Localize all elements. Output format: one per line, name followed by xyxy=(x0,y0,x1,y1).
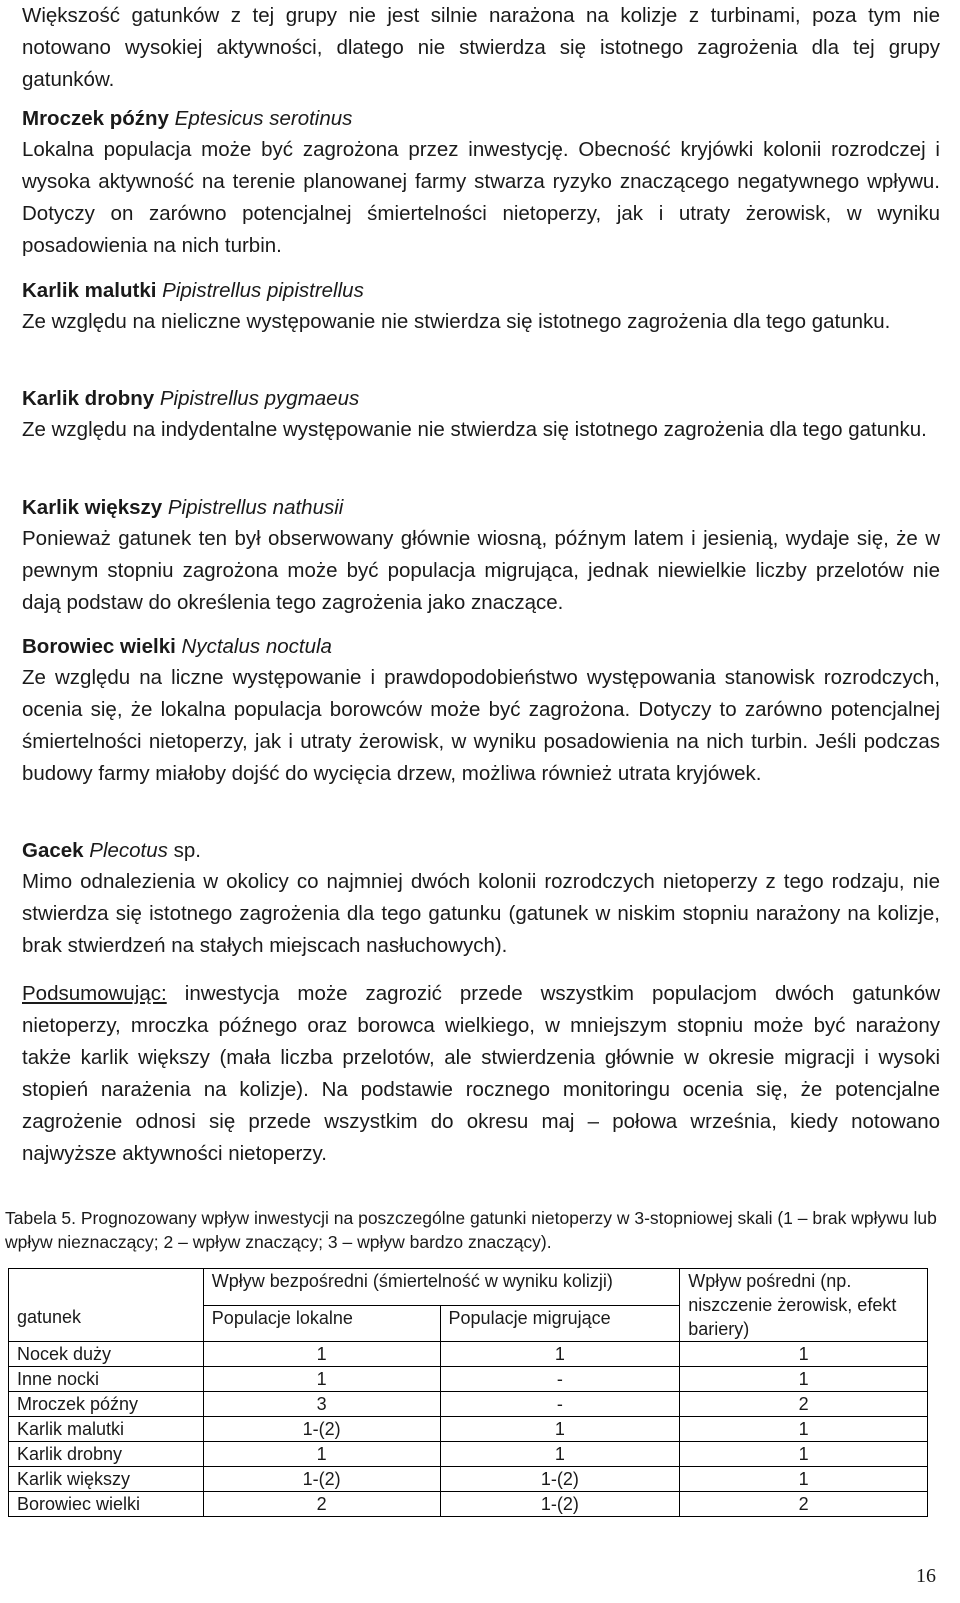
migrating-value-cell: 1 xyxy=(440,1417,680,1442)
species-name: Mroczek późny xyxy=(22,107,169,130)
indirect-value-cell: 1 xyxy=(680,1442,928,1467)
migrating-value-cell: 1 xyxy=(440,1442,680,1467)
species-latin: Pipistrellus nathusii xyxy=(167,496,344,519)
section-karlik-malutki xyxy=(22,276,940,338)
section-heading xyxy=(22,384,940,414)
indirect-value-cell: 1 xyxy=(680,1467,928,1492)
header-local-populations: Populacje lokalne xyxy=(203,1305,440,1342)
species-latin: Pipistrellus pygmaeus xyxy=(159,387,360,410)
summary-paragraph xyxy=(22,978,940,1170)
section-heading xyxy=(22,836,940,866)
table-row xyxy=(9,1442,928,1467)
section-heading xyxy=(22,276,940,306)
species-latin: Pipistrellus pipistrellus xyxy=(162,279,364,302)
section-text: Ze względu na indydentalne występowanie nie stwierdza się istotnego zagrożenia dla tego gatunku. xyxy=(22,418,927,441)
species-latin: Plecotus xyxy=(89,839,168,862)
local-value-cell: 1 xyxy=(203,1367,440,1392)
species-cell: Karlik większy xyxy=(9,1467,204,1492)
table-header-row xyxy=(9,1269,928,1306)
table-row xyxy=(9,1417,928,1442)
local-value-cell: 2 xyxy=(203,1492,440,1517)
section-text: Lokalna populacja może być zagrożona przez inwestycję. Obecność kryjówki kolonii rozrodczej i wysoka aktywność na terenie planowanej farmy stwarza ryzyko znaczącego negatywnego wpływu. Dotyczy on zarówno potencjalnej śmiertelności nietoperzy, jak i utraty żerowisk, w wyniku posadowienia na nich turbin. xyxy=(22,138,940,257)
species-cell: Karlik drobny xyxy=(9,1442,204,1467)
species-cell: Borowiec wielki xyxy=(9,1492,204,1517)
indirect-value-cell: 1 xyxy=(680,1417,928,1442)
table-caption: Tabela 5. Prognozowany wpływ inwestycji na poszczególne gatunki nietoperzy w 3-stopniowej skali (1 – brak wpływu lub wpływ nieznaczący; 2 – wpływ znaczący; 3 – wpływ bardzo znaczący). xyxy=(5,1208,937,1252)
indirect-value-cell: 1 xyxy=(680,1367,928,1392)
migrating-value-cell: - xyxy=(440,1367,680,1392)
local-value-cell: 1 xyxy=(203,1342,440,1367)
species-suffix: sp. xyxy=(167,839,201,862)
species-name: Karlik większy xyxy=(22,496,163,519)
section-heading xyxy=(22,493,940,523)
section-text: Mimo odnalezienia w okolicy co najmniej dwóch kolonii rozrodczych nietoperzy z tego rodzaju, nie stwierdza się istotnego zagrożenia dla tego gatunku (gatunek w niskim stopniu narażony na kolizje, brak stwierdzeń na stałych miejscach nasłuchowych). xyxy=(22,870,940,957)
header-species: gatunek xyxy=(9,1305,204,1342)
species-latin: Eptesicus serotinus xyxy=(174,107,353,130)
table-row xyxy=(9,1467,928,1492)
species-cell: Inne nocki xyxy=(9,1367,204,1392)
table-row xyxy=(9,1342,928,1367)
species-cell: Nocek duży xyxy=(9,1342,204,1367)
local-value-cell: 1 xyxy=(203,1442,440,1467)
species-cell: Karlik malutki xyxy=(9,1417,204,1442)
migrating-value-cell: 1-(2) xyxy=(440,1492,680,1517)
summary-label: Podsumowując: xyxy=(22,982,167,1005)
summary-text xyxy=(22,978,940,1170)
table-row xyxy=(9,1492,928,1517)
section-gacek xyxy=(22,836,940,962)
impact-table xyxy=(8,1268,928,1517)
species-name: Borowiec wielki xyxy=(22,635,176,658)
local-value-cell: 1-(2) xyxy=(203,1467,440,1492)
migrating-value-cell: - xyxy=(440,1392,680,1417)
local-value-cell: 3 xyxy=(203,1392,440,1417)
page-number: 16 xyxy=(916,1565,936,1587)
species-latin: Nyctalus noctula xyxy=(181,635,332,658)
section-karlik-drobny xyxy=(22,384,940,446)
section-text: Ze względu na nieliczne występowanie nie stwierdza się istotnego zagrożenia dla tego gatunku. xyxy=(22,310,891,333)
species-name: Gacek xyxy=(22,839,84,862)
section-karlik-wiekszy xyxy=(22,493,940,619)
intro-paragraph xyxy=(22,0,940,96)
summary-body: inwestycja może zagrozić przede wszystkim populacjom dwóch gatunków nietoperzy, mroczka późnego oraz borowca wielkiego, w mniejszym stopniu może być narażony także karlik większy (mała liczba przelotów, ale stwierdzenia głównie w okresie migracji i wysoki stopień narażenia na kolizje). Na podstawie rocznego monitoringu ocenia się, że potencjalne zagrożenie odnosi się przede wszystkim do okresu maj – połowa września, kiedy notowano najwyższe aktywności nietoperzy. xyxy=(22,982,940,1165)
table-row xyxy=(9,1367,928,1392)
species-name: Karlik malutki xyxy=(22,279,157,302)
header-migrating-populations: Populacje migrujące xyxy=(440,1305,680,1342)
section-borowiec-wielki xyxy=(22,632,940,790)
indirect-value-cell: 2 xyxy=(680,1392,928,1417)
table-row xyxy=(9,1392,928,1417)
indirect-value-cell: 1 xyxy=(680,1342,928,1367)
species-name: Karlik drobny xyxy=(22,387,155,410)
intro-text: Większość gatunków z tej grupy nie jest silnie narażona na kolizje z turbinami, poza tym nie notowano wysokiej aktywności, dlatego nie stwierdza się istotnego zagrożenia dla tej grupy gatunków. xyxy=(22,4,940,91)
header-indirect-impact: Wpływ pośredni (np. niszczenie żerowisk, efekt bariery) xyxy=(680,1269,928,1342)
section-text: Ponieważ gatunek ten był obserwowany głównie wiosną, późnym latem i jesienią, wydaje się, że w pewnym stopniu zagrożona może być populacja migrująca, jednak niewielkie liczby przelotów nie dają podstaw do określenia tego zagrożenia jako znaczące. xyxy=(22,527,940,614)
indirect-value-cell: 2 xyxy=(680,1492,928,1517)
migrating-value-cell: 1 xyxy=(440,1342,680,1367)
section-heading xyxy=(22,632,940,662)
section-text: Ze względu na liczne występowanie i prawdopodobieństwo występowania stanowisk rozrodczych, ocenia się, że lokalna populacja borowców może być zagrożona. Dotyczy to zarówno potencjalnej śmiertelności nietoperzy, jak i utraty żerowisk, w wyniku posadowienia na nich turbin. Jeśli podczas budowy farmy miałoby dojść do wycięcia drzew, możliwa również utrata kryjówek. xyxy=(22,666,940,785)
section-heading xyxy=(22,104,940,134)
section-mroczek-pozny xyxy=(22,104,940,262)
table-header-cell xyxy=(9,1269,204,1306)
header-direct-impact: Wpływ bezpośredni (śmiertelność w wyniku kolizji) xyxy=(203,1269,679,1306)
species-cell: Mroczek późny xyxy=(9,1392,204,1417)
local-value-cell: 1-(2) xyxy=(203,1417,440,1442)
migrating-value-cell: 1-(2) xyxy=(440,1467,680,1492)
